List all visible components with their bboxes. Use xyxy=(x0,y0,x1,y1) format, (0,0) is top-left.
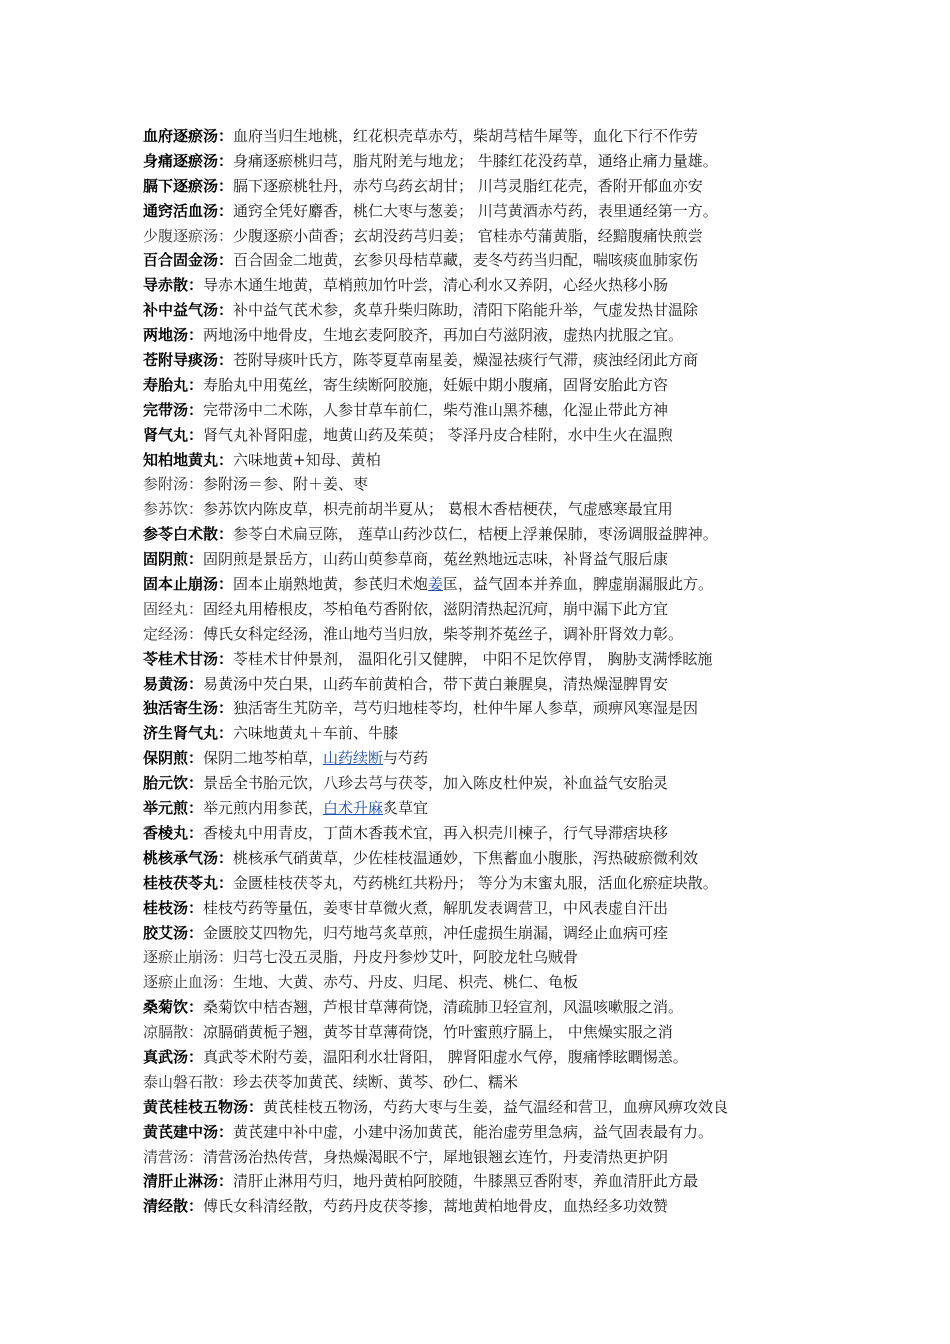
formula-line xyxy=(143,149,943,174)
formula-name: 通窍活血汤： xyxy=(143,201,234,220)
formula-verse: 桑菊饮中桔杏翘，芦根甘草薄荷饶，清疏肺卫轻宣剂，风温咳嗽服之消。 xyxy=(203,998,684,1017)
formula-line xyxy=(143,522,943,547)
formula-line xyxy=(143,1095,943,1120)
formula-list xyxy=(143,124,943,1219)
formula-verse: 傅氏女科定经汤，淮山地芍当归放，柴苓荆芥菟丝子，调补肝肾效力彰。 xyxy=(203,624,684,643)
formula-verse: 血府当归生地桃，红花枳壳草赤芍，柴胡芎桔牛犀等，血化下行不作劳 xyxy=(233,127,699,145)
formula-line xyxy=(143,672,943,697)
formula-name: 凉膈散： xyxy=(143,1023,204,1042)
formula-line xyxy=(143,622,943,647)
formula-name: 固经丸： xyxy=(143,599,204,618)
formula-name: 泰山磐石散： xyxy=(143,1072,234,1091)
formula-verse: 参苏饮内陈皮草，枳壳前胡半夏从； 葛根木香桔梗茯，气虚感寒最宜用 xyxy=(203,500,673,519)
formula-verse: 金匮桂枝茯苓丸，芍药桃红共粉丹； 等分为末蜜丸服，活血化瘀症块散。 xyxy=(233,873,718,892)
formula-line xyxy=(143,696,943,721)
formula-name: 桃核承气汤： xyxy=(143,848,234,867)
formula-verse: 珍去茯苓加黄芪、续断、黄芩、砂仁、糯米 xyxy=(233,1072,519,1091)
formula-line xyxy=(143,224,943,249)
formula-verse: 两地汤中地骨皮，生地玄麦阿胶齐，再加白芍滋阴液，虚热内扰服之宜。 xyxy=(203,326,684,345)
formula-line xyxy=(143,248,943,273)
formula-verse: 六味地黄丸＋车前、牛膝 xyxy=(233,724,399,743)
formula-line xyxy=(143,1070,943,1095)
formula-line xyxy=(143,547,943,572)
formula-verse: 补中益气芪术参，炙草升柴归陈助，清阳下陷能升举，气虚发热甘温除 xyxy=(233,301,699,320)
formula-line xyxy=(143,597,943,622)
formula-line xyxy=(143,796,943,821)
formula-verse: 百合固金二地黄，玄参贝母桔草藏，麦冬芍药当归配，喘咳痰血肺家伤 xyxy=(233,251,699,270)
formula-name: 桑菊饮： xyxy=(143,998,204,1017)
formula-name: 清营汤： xyxy=(143,1147,204,1166)
formula-name: 肾气丸： xyxy=(143,425,204,444)
formula-name: 桂枝汤： xyxy=(143,898,204,917)
formula-line xyxy=(143,298,943,323)
formula-name: 补中益气汤： xyxy=(143,301,234,320)
formula-name: 固本止崩汤： xyxy=(143,575,234,594)
formula-verse: 傅氏女科清经散，芍药丹皮茯苓掺，蒿地黄柏地骨皮，血热经多功效赞 xyxy=(203,1197,669,1216)
formula-line xyxy=(143,398,943,423)
formula-verse: 清肝止淋用芍归，地丹黄柏阿胶随，牛膝黑豆香附枣，养血清肝此方最 xyxy=(233,1172,699,1191)
formula-name: 膈下逐瘀汤： xyxy=(143,176,234,195)
formula-verse: 膈下逐瘀桃牡丹，赤芍乌药玄胡甘； 川芎灵脂红花壳，香附开郁血亦安 xyxy=(233,176,703,195)
formula-link[interactable]: 姜 xyxy=(428,575,444,594)
formula-line xyxy=(143,746,943,771)
formula-verse: 归芎七没五灵脂，丹皮丹参炒艾叶，阿胶龙牡乌贼骨 xyxy=(233,948,579,967)
formula-name: 少腹逐瘀汤： xyxy=(143,226,234,245)
formula-line xyxy=(143,945,943,970)
formula-line xyxy=(143,995,943,1020)
formula-verse: 生地、大黄、赤芍、丹皮、归尾、枳壳、桃仁、龟板 xyxy=(233,973,579,992)
formula-name: 知柏地黄丸： xyxy=(143,450,234,469)
formula-name: 参苏饮： xyxy=(143,500,204,519)
formula-line xyxy=(143,373,943,398)
formula-name: 胶艾汤： xyxy=(143,923,204,942)
formula-name: 逐瘀止崩汤： xyxy=(143,948,234,967)
formula-verse: 凉膈硝黄栀子翘，黄芩甘草薄荷饶，竹叶蜜煎疗膈上， 中焦燥实服之消 xyxy=(203,1023,673,1042)
formula-name: 黄芪桂枝五物汤： xyxy=(143,1097,264,1116)
formula-name: 苓桂术甘汤： xyxy=(143,649,234,668)
formula-verse: 真武苓术附芍姜，温阳利水壮肾阳， 脾肾阳虚水气停，腹痛悸眩瞤惕恙。 xyxy=(203,1047,688,1066)
formula-line xyxy=(143,124,943,149)
formula-verse: 身痛逐瘀桃归芎，脂芃附羌与地龙； 牛膝红花没药草，通络止痛力量雄。 xyxy=(233,151,718,170)
formula-verse: 导赤木通生地黄，草梢煎加竹叶尝，清心利水又养阴，心经火热移小肠 xyxy=(203,276,669,295)
formula-line xyxy=(143,1045,943,1070)
formula-link[interactable]: 山药续断 xyxy=(323,749,384,768)
formula-verse: 举元煎内用参芪， xyxy=(203,799,324,818)
formula-verse: 清营汤治热传营，身热燥渴眠不宁，犀地银翘玄连竹，丹麦清热更护阴 xyxy=(203,1147,669,1166)
formula-verse: 少腹逐瘀小茴香；玄胡没药芎归姜； 官桂赤芍蒲黄脂，经黯腹痛快煎尝 xyxy=(233,226,703,245)
formula-verse: 桃核承气硝黄草，少佐桂枝温通妙，下焦蓄血小腹胀，泻热破瘀微利效 xyxy=(233,848,699,867)
formula-line xyxy=(143,871,943,896)
formula-name: 定经汤： xyxy=(143,624,204,643)
formula-line xyxy=(143,846,943,871)
formula-line xyxy=(143,572,943,597)
formula-line xyxy=(143,970,943,995)
formula-verse: 固阴煎是景岳方，山药山萸参草商，菟丝熟地远志味，补肾益气服后康 xyxy=(203,550,669,569)
formula-verse: 参苓白术扁豆陈， 莲草山药沙苡仁，桔梗上浮兼保肺，枣汤调服益脾神。 xyxy=(233,525,718,544)
formula-name: 独活寄生汤： xyxy=(143,699,234,718)
formula-verse: 苍附导痰叶氏方，陈苓夏草南星姜，燥湿祛痰行气滞，痰浊经闭此方商 xyxy=(233,351,699,370)
formula-verse: 肾气丸补肾阳虚，地黄山药及茱萸； 苓泽丹皮合桂附，水中生火在温煦 xyxy=(203,425,673,444)
formula-line xyxy=(143,721,943,746)
formula-verse: 独活寄生艽防辛，芎芍归地桂苓均，杜仲牛犀人参草，顽痹风寒湿是因 xyxy=(233,699,699,718)
formula-verse: 固本止崩熟地黄，参芪归术炮 xyxy=(233,575,429,594)
formula-name: 胎元饮： xyxy=(143,774,204,793)
formula-name: 清肝止淋汤： xyxy=(143,1172,234,1191)
formula-verse: 苓桂术甘仲景剂， 温阳化引又健脾， 中阳不足饮停胃， 胸胁支满悸眩施 xyxy=(233,649,713,668)
formula-name: 两地汤： xyxy=(143,326,204,345)
formula-name: 寿胎丸： xyxy=(143,375,204,394)
formula-verse: 通窍全凭好麝香，桃仁大枣与葱姜； 川芎黄酒赤芍药，表里通经第一方。 xyxy=(233,201,718,220)
formula-name: 逐瘀止血汤： xyxy=(143,973,234,992)
formula-line xyxy=(143,1194,943,1219)
formula-line xyxy=(143,921,943,946)
formula-name: 易黄汤： xyxy=(143,674,204,693)
formula-verse: 香棱丸中用青皮，丁茴木香莪术宜，再入枳壳川楝子，行气导滞痞块移 xyxy=(203,823,669,842)
formula-line xyxy=(143,771,943,796)
formula-name: 举元煎： xyxy=(143,799,204,818)
formula-line xyxy=(143,1120,943,1145)
formula-name: 固阴煎： xyxy=(143,550,204,569)
formula-name: 百合固金汤： xyxy=(143,251,234,270)
formula-line xyxy=(143,896,943,921)
formula-name: 保阴煎： xyxy=(143,749,204,768)
formula-verse: 与芍药 xyxy=(383,749,429,768)
formula-verse: 六味地黄+知母、黄柏 xyxy=(233,450,381,469)
formula-name: 香棱丸： xyxy=(143,823,204,842)
formula-verse: 金匮胶艾四物先，归芍地芎炙草煎，冲任虚损生崩漏，调经止血病可痊 xyxy=(203,923,669,942)
formula-verse: 参附汤＝参、附＋姜、枣 xyxy=(203,475,369,494)
formula-line xyxy=(143,448,943,473)
formula-line xyxy=(143,1020,943,1045)
formula-name: 济生肾气丸： xyxy=(143,724,234,743)
formula-name: 真武汤： xyxy=(143,1047,204,1066)
formula-line xyxy=(143,647,943,672)
formula-line xyxy=(143,348,943,373)
formula-line xyxy=(143,323,943,348)
formula-verse: 桂枝芍药等量伍，姜枣甘草微火煮，解肌发表调营卫，中风表虚自汗出 xyxy=(203,898,669,917)
formula-link[interactable]: 白术升麻 xyxy=(323,799,384,818)
formula-name: 完带汤： xyxy=(143,400,204,419)
formula-line xyxy=(143,1145,943,1170)
formula-verse: 匡，益气固本并养血，脾虚崩漏服此方。 xyxy=(443,575,714,594)
formula-name: 黄芪建中汤： xyxy=(143,1122,234,1141)
formula-line xyxy=(143,174,943,199)
formula-verse: 寿胎丸中用菟丝，寄生续断阿胶施，妊娠中期小腹痛，固肾安胎此方咨 xyxy=(203,375,669,394)
formula-verse: 景岳全书胎元饮，八珍去芎与茯苓，加入陈皮杜仲炭，补血益气安胎灵 xyxy=(203,774,669,793)
formula-name: 苍附导痰汤： xyxy=(143,351,234,370)
formula-name: 身痛逐瘀汤： xyxy=(143,151,234,170)
formula-line xyxy=(143,199,943,224)
formula-line xyxy=(143,273,943,298)
formula-name: 桂枝茯苓丸： xyxy=(143,873,234,892)
formula-verse: 易黄汤中芡白果，山药车前黄柏合，带下黄白兼腥臭，清热燥湿脾胃安 xyxy=(203,674,669,693)
formula-verse: 黄芪桂枝五物汤，芍药大枣与生姜，益气温经和营卫，血痹风痹攻效良 xyxy=(263,1097,729,1116)
formula-name: 导赤散： xyxy=(143,276,204,295)
formula-line xyxy=(143,1169,943,1194)
formula-name: 血府逐瘀汤： xyxy=(143,127,234,145)
formula-verse: 炙草宜 xyxy=(383,799,429,818)
formula-verse: 固经丸用椿根皮，芩柏龟芍香附依，滋阴清热起沉疴，崩中漏下此方宜 xyxy=(203,599,669,618)
formula-name: 参附汤： xyxy=(143,475,204,494)
formula-verse: 完带汤中二术陈，人参甘草车前仁，柴芍淮山黑芥穗，化湿止带此方神 xyxy=(203,400,669,419)
formula-name: 清经散： xyxy=(143,1197,204,1216)
formula-line xyxy=(143,821,943,846)
formula-verse: 黄芪建中补中虚，小建中汤加黄芪，能治虚劳里急病，益气固表最有力。 xyxy=(233,1122,714,1141)
formula-name: 参苓白术散： xyxy=(143,525,234,544)
formula-verse: 保阴二地芩柏草， xyxy=(203,749,324,768)
formula-line xyxy=(143,472,943,497)
formula-line xyxy=(143,497,943,522)
formula-line xyxy=(143,423,943,448)
